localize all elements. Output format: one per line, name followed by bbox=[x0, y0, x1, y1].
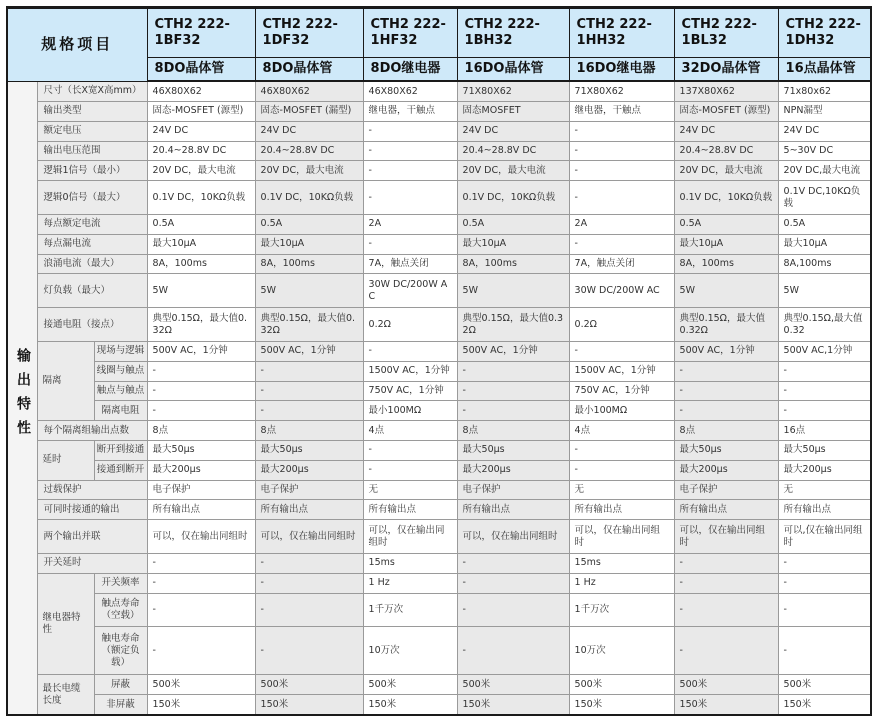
spec-cell: 最大200μs bbox=[778, 460, 871, 480]
row-label: 每个隔离组输出点数 bbox=[37, 421, 147, 441]
row-label: 开关延时 bbox=[37, 553, 147, 573]
table-row bbox=[7, 553, 871, 573]
spec-cell: 24V DC bbox=[147, 121, 255, 141]
spec-cell: 8A，100ms bbox=[147, 254, 255, 274]
spec-cell: 所有输出点 bbox=[778, 500, 871, 520]
spec-cell: 固态-MOSFET (漏型) bbox=[255, 101, 363, 121]
row-label: 隔离电阻 bbox=[94, 401, 147, 421]
spec-cell: 500V AC，1分钟 bbox=[674, 341, 778, 361]
table-row bbox=[7, 480, 871, 500]
spec-cell: 最大50μs bbox=[674, 440, 778, 460]
spec-cell: 500米 bbox=[778, 675, 871, 695]
column-header-type-4: 16DO晶体管 bbox=[457, 58, 569, 82]
spec-cell: 5W bbox=[674, 274, 778, 308]
spec-cell: 1千万次 bbox=[363, 593, 457, 627]
spec-cell: 1千万次 bbox=[569, 593, 674, 627]
spec-cell: 46X80X62 bbox=[147, 81, 255, 101]
spec-cell: - bbox=[457, 627, 569, 675]
spec-cell: 150米 bbox=[255, 694, 363, 715]
row-group-label: 最长电缆长度 bbox=[37, 675, 94, 715]
row-label: 现场与逻辑 bbox=[94, 341, 147, 361]
spec-cell: - bbox=[255, 553, 363, 573]
spec-cell: 30W DC/200W AC bbox=[569, 274, 674, 308]
spec-cell: - bbox=[674, 553, 778, 573]
spec-cell: - bbox=[363, 161, 457, 181]
row-label: 尺寸（长X宽X高mm） bbox=[37, 81, 147, 101]
spec-cell: - bbox=[674, 627, 778, 675]
spec-cell: - bbox=[569, 460, 674, 480]
spec-cell: - bbox=[363, 460, 457, 480]
spec-cell: 8A，100ms bbox=[255, 254, 363, 274]
spec-cell: 30W DC/200W AC bbox=[363, 274, 457, 308]
spec-cell: 20.4~28.8V DC bbox=[255, 141, 363, 161]
row-group-label: 隔离 bbox=[37, 341, 94, 420]
spec-cell: 最小100MΩ bbox=[363, 401, 457, 421]
table-row bbox=[7, 308, 871, 342]
spec-cell: 10万次 bbox=[363, 627, 457, 675]
spec-cell: 20V DC，最大电流 bbox=[255, 161, 363, 181]
table-row bbox=[7, 440, 871, 460]
spec-cell: - bbox=[457, 401, 569, 421]
spec-cell: - bbox=[778, 627, 871, 675]
spec-cell: - bbox=[255, 593, 363, 627]
table-row bbox=[7, 181, 871, 215]
spec-cell: - bbox=[147, 627, 255, 675]
spec-cell: 5W bbox=[457, 274, 569, 308]
spec-cell: 0.2Ω bbox=[363, 308, 457, 342]
spec-cell: 可以，仅在输出同组时 bbox=[569, 520, 674, 554]
spec-cell: - bbox=[569, 141, 674, 161]
spec-cell: - bbox=[778, 381, 871, 401]
row-label: 逻辑1信号（最小） bbox=[37, 161, 147, 181]
row-label: 触点与触点 bbox=[94, 381, 147, 401]
spec-cell: 15ms bbox=[363, 553, 457, 573]
column-header-type-2: 8DO晶体管 bbox=[255, 58, 363, 82]
spec-cell: - bbox=[778, 553, 871, 573]
spec-cell: - bbox=[674, 401, 778, 421]
table-row bbox=[7, 161, 871, 181]
table-row bbox=[7, 274, 871, 308]
spec-cell: 电子保护 bbox=[457, 480, 569, 500]
spec-cell: 500米 bbox=[457, 675, 569, 695]
spec-cell: - bbox=[255, 361, 363, 381]
spec-cell: 150米 bbox=[778, 694, 871, 715]
spec-cell: 5W bbox=[147, 274, 255, 308]
spec-cell: 8点 bbox=[457, 421, 569, 441]
table-row bbox=[7, 254, 871, 274]
spec-cell: 继电器，干触点 bbox=[363, 101, 457, 121]
table-row bbox=[7, 593, 871, 627]
spec-cell: 典型0.15Ω，最大值0.32Ω bbox=[674, 308, 778, 342]
spec-cell: - bbox=[363, 121, 457, 141]
spec-cell: 2A bbox=[363, 214, 457, 234]
spec-cell: - bbox=[147, 553, 255, 573]
spec-cell: 8点 bbox=[674, 421, 778, 441]
spec-cell: - bbox=[778, 401, 871, 421]
spec-cell: 150米 bbox=[457, 694, 569, 715]
spec-cell: - bbox=[255, 401, 363, 421]
table-row bbox=[7, 341, 871, 361]
table-row bbox=[7, 81, 871, 101]
column-header-model-5: CTH2 222- 1HH32 bbox=[569, 8, 674, 58]
spec-cell: 137X80X62 bbox=[674, 81, 778, 101]
column-header-model-3: CTH2 222- 1HF32 bbox=[363, 8, 457, 58]
table-row bbox=[7, 121, 871, 141]
spec-cell: 5~30V DC bbox=[778, 141, 871, 161]
spec-cell: 1500V AC，1分钟 bbox=[569, 361, 674, 381]
spec-cell: 1500V AC，1分钟 bbox=[363, 361, 457, 381]
spec-cell: 8A，100ms bbox=[457, 254, 569, 274]
spec-cell: 最大200μs bbox=[255, 460, 363, 480]
spec-cell: 可以，仅在输出同组时 bbox=[255, 520, 363, 554]
spec-cell: 固态-MOSFET (源型) bbox=[147, 101, 255, 121]
row-label: 逻辑0信号（最大） bbox=[37, 181, 147, 215]
table-row bbox=[7, 401, 871, 421]
table-row bbox=[7, 460, 871, 480]
spec-cell: - bbox=[147, 381, 255, 401]
spec-cell: 7A，触点关闭 bbox=[363, 254, 457, 274]
spec-cell: - bbox=[674, 593, 778, 627]
row-label: 触点寿命（空载） bbox=[94, 593, 147, 627]
spec-cell: 最大50μs bbox=[255, 440, 363, 460]
spec-cell: - bbox=[674, 381, 778, 401]
spec-cell: 最大10μA bbox=[147, 234, 255, 254]
spec-cell: 150米 bbox=[674, 694, 778, 715]
spec-cell: 20V DC，最大电流 bbox=[674, 161, 778, 181]
spec-cell: 0.5A bbox=[778, 214, 871, 234]
spec-cell: 500V AC，1分钟 bbox=[457, 341, 569, 361]
table-row bbox=[7, 627, 871, 675]
spec-cell: 最大10μA bbox=[778, 234, 871, 254]
column-header-model-4: CTH2 222- 1BH32 bbox=[457, 8, 569, 58]
spec-cell: 可以，仅在输出同组时 bbox=[457, 520, 569, 554]
table-row bbox=[7, 361, 871, 381]
spec-cell: 所有输出点 bbox=[363, 500, 457, 520]
spec-cell: 可以，仅在输出同组时 bbox=[363, 520, 457, 554]
spec-cell: 0.5A bbox=[147, 214, 255, 234]
table-body bbox=[7, 81, 871, 715]
spec-cell: 典型0.15Ω，最大值0.32Ω bbox=[255, 308, 363, 342]
spec-cell: 24V DC bbox=[778, 121, 871, 141]
column-header-model-2: CTH2 222- 1DF32 bbox=[255, 8, 363, 58]
spec-cell: 无 bbox=[778, 480, 871, 500]
spec-cell: 4点 bbox=[569, 421, 674, 441]
spec-cell: 500米 bbox=[674, 675, 778, 695]
spec-cell: - bbox=[363, 440, 457, 460]
spec-cell: - bbox=[147, 401, 255, 421]
spec-cell: 1 Hz bbox=[363, 573, 457, 593]
row-label: 非屏蔽 bbox=[94, 694, 147, 715]
spec-cell: 8点 bbox=[147, 421, 255, 441]
spec-cell: 最大200μs bbox=[457, 460, 569, 480]
spec-cell: - bbox=[363, 141, 457, 161]
spec-cell: - bbox=[457, 381, 569, 401]
column-header-type-5: 16DO继电器 bbox=[569, 58, 674, 82]
spec-cell: 最大50μs bbox=[457, 440, 569, 460]
row-group-label: 延时 bbox=[37, 440, 94, 480]
row-label: 额定电压 bbox=[37, 121, 147, 141]
side-label-output-characteristics: 输出特性 bbox=[7, 81, 37, 715]
table-row bbox=[7, 573, 871, 593]
spec-cell: - bbox=[255, 381, 363, 401]
spec-cell: 固态MOSFET bbox=[457, 101, 569, 121]
table-row bbox=[7, 214, 871, 234]
spec-cell: 典型0.15Ω，最大值0.32Ω bbox=[147, 308, 255, 342]
spec-cell: 0.1V DC，10KΩ负载 bbox=[457, 181, 569, 215]
row-label: 开关频率 bbox=[94, 573, 147, 593]
spec-cell: - bbox=[778, 361, 871, 381]
spec-cell: 20.4~28.8V DC bbox=[457, 141, 569, 161]
spec-cell: 所有输出点 bbox=[457, 500, 569, 520]
spec-cell: 24V DC bbox=[457, 121, 569, 141]
spec-cell: 最大10μA bbox=[255, 234, 363, 254]
spec-cell: 71X80X62 bbox=[457, 81, 569, 101]
spec-cell: 20.4~28.8V DC bbox=[674, 141, 778, 161]
spec-cell: 500V AC，1分钟 bbox=[255, 341, 363, 361]
spec-cell: - bbox=[255, 627, 363, 675]
spec-cell: - bbox=[457, 573, 569, 593]
spec-cell: - bbox=[778, 573, 871, 593]
spec-cell: - bbox=[147, 361, 255, 381]
table-row bbox=[7, 520, 871, 554]
spec-cell: 15ms bbox=[569, 553, 674, 573]
spec-cell: 10万次 bbox=[569, 627, 674, 675]
spec-cell: 150米 bbox=[363, 694, 457, 715]
row-label: 屏蔽 bbox=[94, 675, 147, 695]
table-row bbox=[7, 381, 871, 401]
spec-cell: - bbox=[363, 181, 457, 215]
spec-cell: 46X80X62 bbox=[255, 81, 363, 101]
spec-cell: 1 Hz bbox=[569, 573, 674, 593]
spec-cell: 最大200μs bbox=[674, 460, 778, 480]
spec-cell: 最大50μs bbox=[147, 440, 255, 460]
spec-cell: 20.4~28.8V DC bbox=[147, 141, 255, 161]
spec-cell: 所有输出点 bbox=[569, 500, 674, 520]
spec-cell: 71x80x62 bbox=[778, 81, 871, 101]
spec-cell: 5W bbox=[255, 274, 363, 308]
spec-cell: - bbox=[457, 593, 569, 627]
table-row bbox=[7, 421, 871, 441]
spec-cell: - bbox=[457, 361, 569, 381]
spec-cell: 750V AC，1分钟 bbox=[363, 381, 457, 401]
spec-cell: 0.1V DC,10KΩ负载 bbox=[778, 181, 871, 215]
spec-cell: - bbox=[569, 440, 674, 460]
row-label: 断开到接通 bbox=[94, 440, 147, 460]
spec-cell: - bbox=[569, 121, 674, 141]
spec-cell: 可以，仅在输出同组时 bbox=[674, 520, 778, 554]
spec-cell: 所有输出点 bbox=[674, 500, 778, 520]
spec-cell: 0.1V DC，10KΩ负载 bbox=[147, 181, 255, 215]
table-row bbox=[7, 675, 871, 695]
spec-cell: 0.5A bbox=[457, 214, 569, 234]
spec-cell: 46X80X62 bbox=[363, 81, 457, 101]
spec-table bbox=[6, 6, 872, 716]
spec-cell: 最大50μs bbox=[778, 440, 871, 460]
row-label: 线圈与触点 bbox=[94, 361, 147, 381]
row-label: 输出电压范围 bbox=[37, 141, 147, 161]
row-label: 灯负载（最大） bbox=[37, 274, 147, 308]
spec-cell: 8点 bbox=[255, 421, 363, 441]
spec-cell: 500米 bbox=[569, 675, 674, 695]
spec-cell: 可以，仅在输出同组时 bbox=[147, 520, 255, 554]
spec-cell: - bbox=[569, 234, 674, 254]
spec-cell: 24V DC bbox=[674, 121, 778, 141]
table-row bbox=[7, 500, 871, 520]
spec-cell: 8A,100ms bbox=[778, 254, 871, 274]
row-label: 过载保护 bbox=[37, 480, 147, 500]
table-row bbox=[7, 694, 871, 715]
spec-cell: 可以,仅在输出同组时 bbox=[778, 520, 871, 554]
spec-cell: 71X80X62 bbox=[569, 81, 674, 101]
spec-cell: 0.1V DC，10KΩ负载 bbox=[255, 181, 363, 215]
row-label: 接通到断开 bbox=[94, 460, 147, 480]
spec-cell: 0.5A bbox=[674, 214, 778, 234]
spec-cell: 0.2Ω bbox=[569, 308, 674, 342]
spec-cell: - bbox=[674, 361, 778, 381]
column-header-model-1: CTH2 222- 1BF32 bbox=[147, 8, 255, 58]
column-header-type-7: 16点晶体管 bbox=[778, 58, 871, 82]
spec-items-header: 规格项目 bbox=[7, 8, 147, 82]
spec-cell: 电子保护 bbox=[255, 480, 363, 500]
column-header-type-6: 32DO晶体管 bbox=[674, 58, 778, 82]
row-label: 每点漏电流 bbox=[37, 234, 147, 254]
spec-cell: 0.5A bbox=[255, 214, 363, 234]
spec-cell: 500米 bbox=[255, 675, 363, 695]
spec-cell: 所有输出点 bbox=[147, 500, 255, 520]
spec-cell: 24V DC bbox=[255, 121, 363, 141]
row-label: 接通电阻（接点） bbox=[37, 308, 147, 342]
spec-cell: 最小100MΩ bbox=[569, 401, 674, 421]
spec-cell: 16点 bbox=[778, 421, 871, 441]
column-header-type-3: 8DO继电器 bbox=[363, 58, 457, 82]
spec-cell: 4点 bbox=[363, 421, 457, 441]
spec-cell: 电子保护 bbox=[674, 480, 778, 500]
row-label: 每点额定电流 bbox=[37, 214, 147, 234]
spec-cell: 500米 bbox=[147, 675, 255, 695]
row-label: 两个输出并联 bbox=[37, 520, 147, 554]
table-row bbox=[7, 234, 871, 254]
spec-cell: NPN漏型 bbox=[778, 101, 871, 121]
spec-cell: 20V DC,最大电流 bbox=[778, 161, 871, 181]
spec-cell: - bbox=[363, 234, 457, 254]
header-row-models bbox=[7, 8, 871, 58]
spec-cell: - bbox=[569, 161, 674, 181]
spec-cell: 无 bbox=[363, 480, 457, 500]
spec-cell: 最大10μA bbox=[457, 234, 569, 254]
spec-cell: 5W bbox=[778, 274, 871, 308]
column-header-model-7: CTH2 222- 1DH32 bbox=[778, 8, 871, 58]
spec-cell: 所有输出点 bbox=[255, 500, 363, 520]
row-label: 可同时接通的输出 bbox=[37, 500, 147, 520]
spec-cell: 750V AC，1分钟 bbox=[569, 381, 674, 401]
spec-cell: 典型0.15Ω，最大值0.32Ω bbox=[457, 308, 569, 342]
spec-cell: 500V AC，1分钟 bbox=[147, 341, 255, 361]
spec-cell: 500米 bbox=[363, 675, 457, 695]
spec-cell: - bbox=[147, 573, 255, 593]
spec-cell: 电子保护 bbox=[147, 480, 255, 500]
spec-cell: - bbox=[457, 553, 569, 573]
spec-cell: - bbox=[674, 573, 778, 593]
spec-cell: 2A bbox=[569, 214, 674, 234]
spec-cell: - bbox=[569, 341, 674, 361]
spec-cell: - bbox=[569, 181, 674, 215]
spec-cell: 20V DC，最大电流 bbox=[457, 161, 569, 181]
spec-cell: 最大10μA bbox=[674, 234, 778, 254]
row-label: 输出类型 bbox=[37, 101, 147, 121]
spec-cell: 无 bbox=[569, 480, 674, 500]
table-row bbox=[7, 141, 871, 161]
row-label: 浪涌电流（最大） bbox=[37, 254, 147, 274]
spec-cell: - bbox=[255, 573, 363, 593]
row-label: 触电寿命（额定负载） bbox=[94, 627, 147, 675]
spec-cell: 7A，触点关闭 bbox=[569, 254, 674, 274]
spec-cell: 8A，100ms bbox=[674, 254, 778, 274]
table-header bbox=[7, 8, 871, 82]
row-group-label: 继电器特性 bbox=[37, 573, 94, 674]
spec-cell: 150米 bbox=[569, 694, 674, 715]
spec-cell: 500V AC,1分钟 bbox=[778, 341, 871, 361]
spec-cell: 典型0.15Ω,最大值0.32 bbox=[778, 308, 871, 342]
spec-cell: 0.1V DC，10KΩ负载 bbox=[674, 181, 778, 215]
spec-cell: 20V DC，最大电流 bbox=[147, 161, 255, 181]
column-header-type-1: 8DO晶体管 bbox=[147, 58, 255, 82]
spec-cell: 继电器，干触点 bbox=[569, 101, 674, 121]
spec-cell: 固态-MOSFET (源型) bbox=[674, 101, 778, 121]
spec-cell: - bbox=[778, 593, 871, 627]
spec-cell: 最大200μs bbox=[147, 460, 255, 480]
spec-cell: - bbox=[363, 341, 457, 361]
spec-cell: - bbox=[147, 593, 255, 627]
column-header-model-6: CTH2 222- 1BL32 bbox=[674, 8, 778, 58]
spec-cell: 150米 bbox=[147, 694, 255, 715]
table-row bbox=[7, 101, 871, 121]
